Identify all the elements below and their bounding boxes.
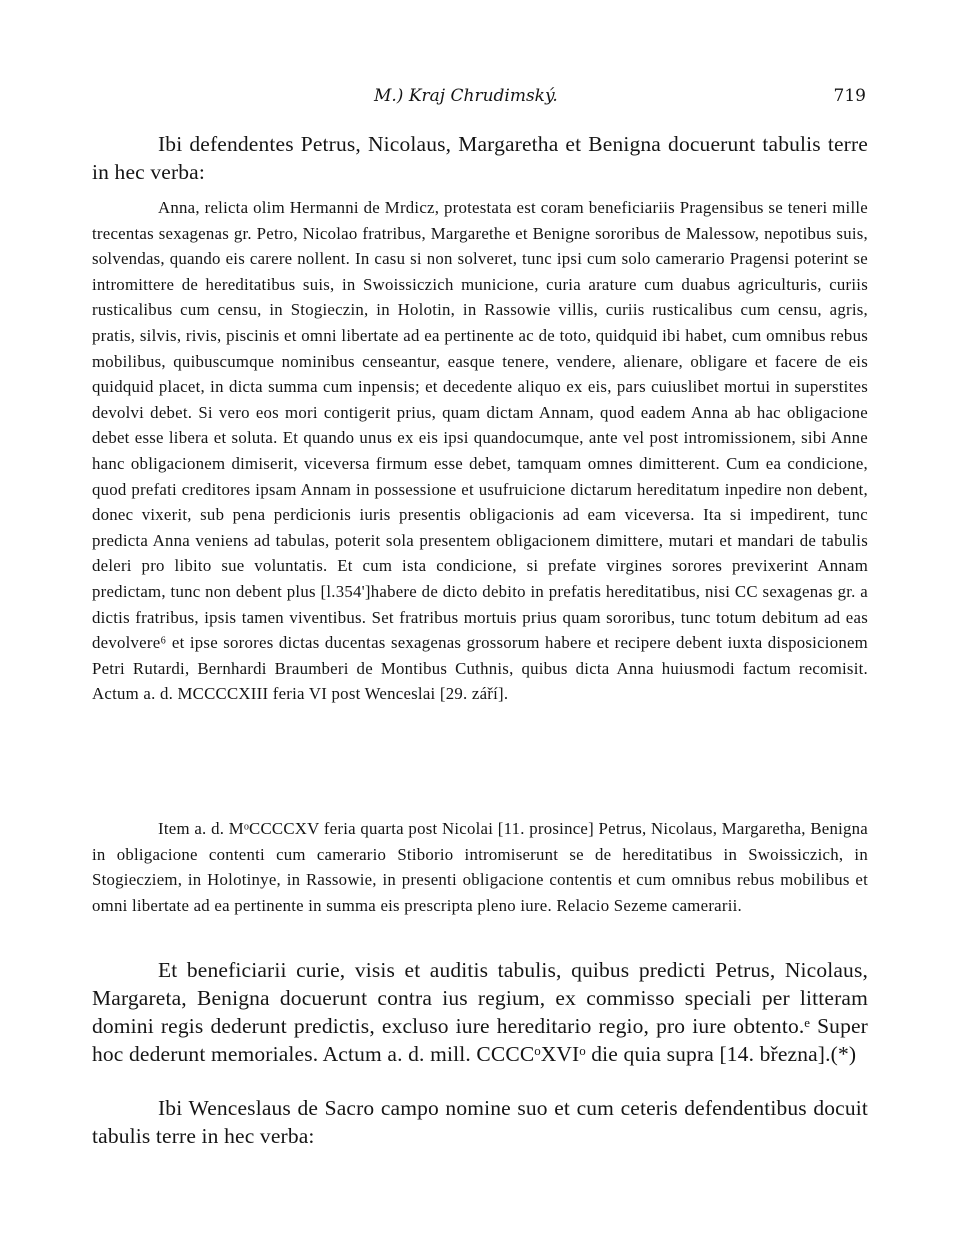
running-title: M.) Kraj Chrudimský. — [374, 86, 558, 106]
page-number: 719 — [833, 86, 866, 106]
paragraph-text: Ibi defendentes Petrus, Nicolaus, Margaretha et Benigna docuerunt tabulis terre in hec verba: — [92, 132, 868, 184]
paragraph-wenceslaus — [92, 1094, 868, 1150]
paragraph-beneficiarii — [92, 956, 868, 1068]
paragraph-defendentes — [92, 130, 868, 186]
paragraph-text: Item a. d. MᵒCCCCXV feria quarta post Nicolai [11. prosince] Petrus, Nicolaus, Margaretha, Benigna in obligacione contenti cum camerario Stiborio intromiserunt se de hereditatibus in Swoissiczich, in Stogiecziem, in Holotinye, in Rassowie, in presenti obligacione contentis et cum omnibus rebus mobilibus et omni libertate ad ea pertinente in summa eis prescripta pleno iure. Relacio Sezeme camerarii. — [92, 819, 868, 915]
paragraph-text: Ibi Wenceslaus de Sacro campo nomine suo et cum ceteris defendentibus docuit tabulis terre in hec verba: — [92, 1096, 868, 1148]
page-header — [92, 86, 868, 112]
paragraph-text: Et beneficiarii curie, visis et auditis tabulis, quibus predicti Petrus, Nicolaus, Margareta, Benigna docuerunt contra ius regium, ex commisso speciali per litteram domini regis dederunt predictis, excluso iure hereditario regio, pro iure obtento.ᵉ Super hoc dederunt memoriales. Actum a. d. mill. CCCCᵒXVIᵒ die quia supra [14. března].(*) — [92, 958, 868, 1066]
paragraph-text: Anna, relicta olim Hermanni de Mrdicz, protestata est coram beneficiariis Pragensibus se teneri mille trecentas sexagenas gr. Petro, Nicolao fratribus, Margarethe et Benigne sororibus de Malessow, nepotibus suis, solvendas, quando eis carere nollent. In casu si non solveret, tunc ipsi cum solo camerario Pragensi poterint se intromittere de hereditatibus suis, in Swoissiczich municione, curia arature cum duabus agriculturis, curiis rusticalibus cum censu, in Stogieczin, in Holotin, in Rassowie villis, curiis rusticalibus cum censu, agris, pratis, silvis, rivis, piscinis et omni libertate ad ea pertinente ac de toto, quidquid ibi habet, cum omnibus rebus mobilibus, quibuscumque nominibus censeantur, easque tenere, vendere, alienare, obligare et facere de eis quidquid placet, in dicta summa cum inpensis; et decedente aliquo ex eis, pars cuiuslibet mortui in superstites devolvi debet. Si vero eos mori contigerit prius, quam dictam Annam, quod eadem Anna ab hac obligacione debet esse libera et soluta. Et quando unus ex eis ipsi quandocumque, ante vel post intromissionem, sibi Anne hanc obligacionem dimiserit, viceversa firmum esse debet, tamquam omnes dimitterent. Cum ea condicione, quod prefati creditores ipsam Annam in possessione et usufruicione dictarum hereditatum inpedire non debent, donec vixerit, sub pena perdicionis iuris presentis obligacionis ad eam viceversa. Ita si impedirent, tunc predicta Anna veniens ad tabulas, poterit sola presentem obligacionem dimittere, mutari et mandari de tabulis deleri pro libito sue voluntatis. Et cum ista condicione, si prefate virgines sorores previxerint Annam predictam, tunc non debent plus [l.354']habere de dicto debito in prefatis hereditatibus, nisi CC sexagenas gr. a dictis fratribus, ipsis tamen viventibus. Set fratribus mortuis prius quam sororibus, tunc totum debitum ad eas devolvere⁶ et ipse sorores dictas ducentas sexagenas grossorum habere et recipere debent iuxta disposicionem Petri Rutardi, Bernhardi Braumberi de Montibus Cuthnis, quibus dicta Anna huiusmodi factum recomisit. Actum a. d. MCCCCXIII feria VI post Wenceslai [29. září]. — [92, 198, 868, 704]
paragraph-intromission — [92, 816, 868, 918]
paragraph-anna-obligation — [92, 195, 868, 707]
